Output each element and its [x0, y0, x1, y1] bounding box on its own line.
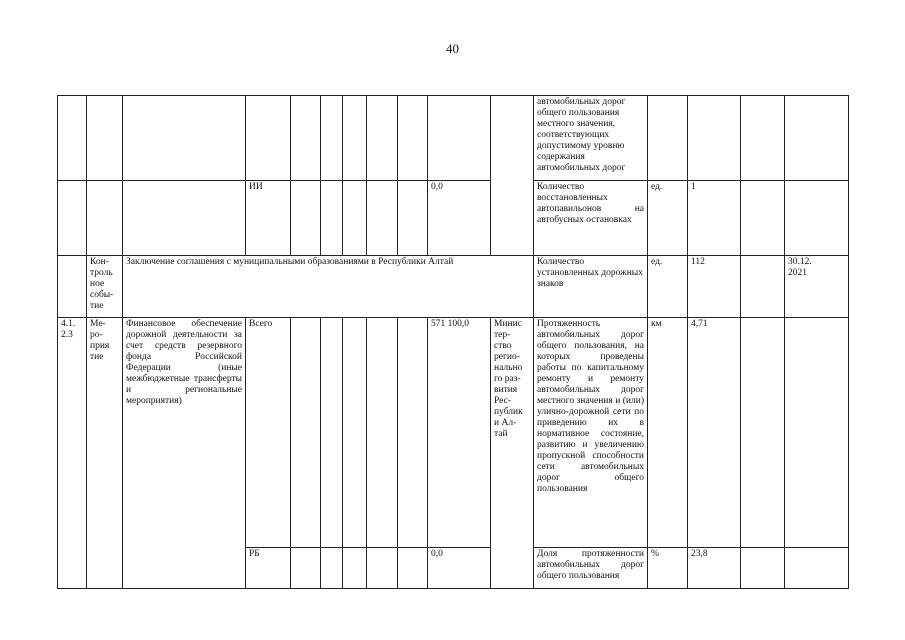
cell-source: Всего	[246, 318, 291, 548]
cell-unit: ед.	[648, 181, 688, 256]
cell-control-description: Заключение соглашения с муниципальными образованиями в Республики Алтай	[123, 256, 534, 318]
cell-number	[58, 96, 87, 181]
cell-indicator: автомобильных дорог общего пользования местного значения, соответствующих допустимому уровню содержания автомобильных дорог	[534, 96, 648, 181]
cell-indicator: Доля протяженности автомобильных дорог общего пользования	[534, 548, 648, 589]
cell-amount: 0,0	[428, 548, 491, 589]
cell-date: 30.12. 2021	[785, 256, 849, 318]
cell-amount: 0,0	[428, 181, 491, 256]
table-row	[58, 256, 849, 318]
cell-amount: 571 100,0	[428, 318, 491, 548]
cell-value: 112	[688, 256, 741, 318]
cell-executor: Минис тер- ство регио- нально го раз- вития Рес- публик и Ал- тай	[491, 318, 534, 589]
cell-unit: ед.	[648, 256, 688, 318]
cell-description	[123, 96, 246, 181]
table-row	[58, 318, 849, 548]
cell-indicator: Количество восстановленных автопавильонов на автобусных остановках	[534, 181, 648, 256]
cell-source: РБ	[246, 548, 291, 589]
page-number: 40	[446, 41, 459, 56]
table-row	[58, 181, 849, 256]
cell-indicator: Количество установленных дорожных знаков	[534, 256, 648, 318]
table-row	[58, 96, 849, 181]
cell-source	[246, 96, 291, 181]
cell-value: 4,71	[688, 318, 741, 548]
cell-source: ИИ	[246, 181, 291, 256]
program-table	[57, 95, 849, 589]
cell-indicator: Протяженность автомобильных дорог общего пользования, на которых проведены работы по капитальному ремонту и ремонту автомобильных дорог местного значения и (или) улично-дорожной сети по приведению их в нормативное состояние, развитию и увеличению пропускной способности сети автомобильных дорог общего пользования	[534, 318, 648, 548]
cell-value: 23,8	[688, 548, 741, 589]
cell-unit: км	[648, 318, 688, 548]
cell-number: 4.1. 2.3	[58, 318, 87, 589]
cell-value: 1	[688, 181, 741, 256]
cell-unit: %	[648, 548, 688, 589]
cell-type	[87, 96, 123, 181]
cell-type: Кон- троль ное собы- тие	[87, 256, 123, 318]
cell-type: Ме- ро- прия тие	[87, 318, 123, 589]
cell-executor	[491, 96, 534, 256]
cell-description: Финансовое обеспечение дорожной деятельности за счет средств резервного фонда Российской Федерации (иные межбюджетные трансферты и региональные мероприятия)	[123, 318, 246, 589]
